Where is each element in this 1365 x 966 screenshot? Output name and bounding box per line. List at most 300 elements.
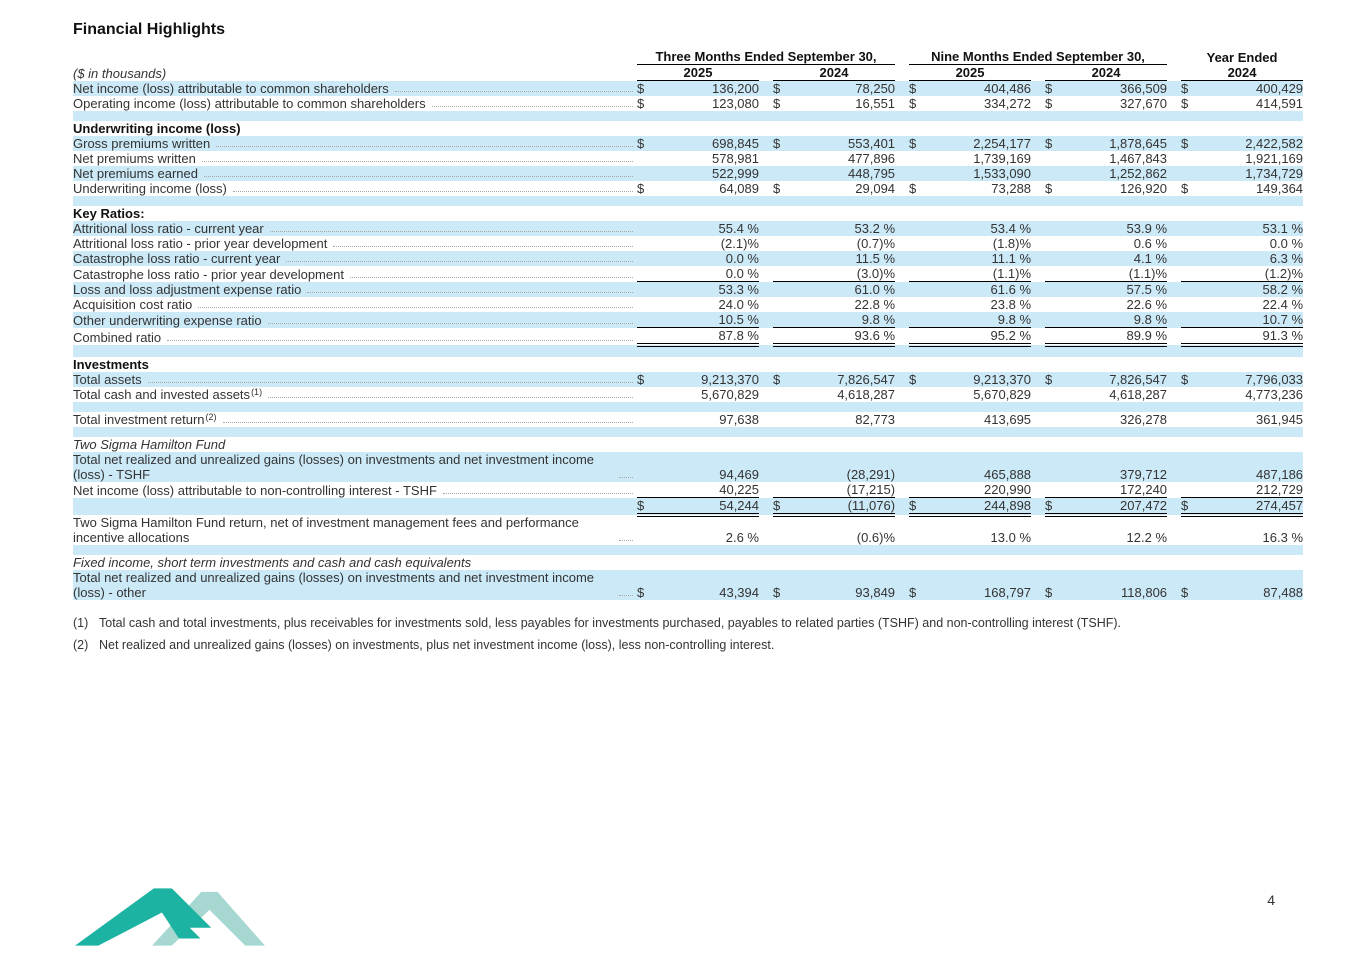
- column-gap: [759, 136, 773, 151]
- row-label-cell: [73, 498, 637, 516]
- value-cell: 522,999: [712, 166, 759, 181]
- value-cell: 9,213,370: [701, 372, 759, 387]
- dollar-sign-cell: [1045, 328, 1075, 346]
- value-cell: 22.8 %: [854, 297, 896, 312]
- spacer-row: [73, 427, 1303, 437]
- table-row: [73, 482, 1303, 498]
- value-cell: 7,826,547: [837, 372, 896, 387]
- dollar-sign-cell: $: [1045, 181, 1053, 196]
- row-label-wrap: [73, 151, 637, 166]
- column-gap: [895, 81, 909, 97]
- dollar-sign-cell: $: [1045, 498, 1075, 516]
- value-cell: 5,670,829: [973, 387, 1032, 402]
- value-cell: 0.0 %: [667, 266, 759, 282]
- dollar-sign-cell: [1181, 452, 1211, 482]
- dollar-sign-cell: [1181, 251, 1211, 266]
- value-cell: 126,920: [1120, 181, 1168, 196]
- column-gap: [895, 49, 909, 65]
- value-cell: 168,797: [984, 585, 1032, 600]
- column-gap: [895, 236, 909, 251]
- dollar-sign-cell: [637, 166, 667, 181]
- table-row: [73, 282, 1303, 298]
- value-cell: 16.3 %: [1262, 530, 1304, 545]
- value-cell: 4,618,287: [837, 387, 896, 402]
- dollar-sign-cell: [909, 151, 939, 166]
- value-cell: 61.6 %: [990, 282, 1032, 297]
- column-gap: [1031, 136, 1045, 151]
- table-body: [73, 81, 1303, 601]
- dotted-leader: [268, 323, 633, 324]
- column-gap: [895, 570, 909, 600]
- row-label-wrap: [73, 136, 637, 151]
- dollar-sign-cell: [1045, 221, 1075, 236]
- row-label: Net income (loss) attributable to non-controlling interest - TSHF: [73, 482, 437, 498]
- row-label: Acquisition cost ratio: [73, 297, 193, 312]
- spacer-cell: [73, 427, 1303, 437]
- value-cell: 4.1 %: [1133, 251, 1168, 266]
- column-gap: [759, 412, 773, 427]
- value-cell: 379,712: [1120, 467, 1168, 482]
- column-gap: [759, 151, 773, 166]
- row-label-wrap: [73, 452, 637, 482]
- dollar-sign-cell: $: [1045, 81, 1053, 96]
- value-cell: (28,291): [846, 467, 896, 482]
- table-row: [73, 266, 1303, 282]
- dollar-sign-cell: $: [1181, 81, 1189, 96]
- section-row: [73, 357, 1303, 372]
- dollar-sign-cell: [637, 236, 667, 251]
- value-cell: 5,670,829: [701, 387, 759, 402]
- value-cell: 414,591: [1256, 96, 1304, 111]
- column-gap: [759, 266, 773, 282]
- column-gap: [1167, 166, 1181, 181]
- table-row: [73, 236, 1303, 251]
- dollar-sign-cell: [637, 312, 667, 328]
- value-cell: 53.1 %: [1262, 221, 1304, 236]
- row-label: Net premiums written: [73, 151, 196, 166]
- column-gap: [1167, 498, 1181, 516]
- row-label-wrap: [73, 387, 637, 402]
- dollar-sign-cell: $: [773, 181, 781, 196]
- section-row: [73, 121, 1303, 136]
- value-cell: 9.8 %: [803, 312, 895, 328]
- column-gap: [895, 412, 909, 427]
- column-gap: [759, 328, 773, 346]
- value-cell: (17,215): [803, 482, 895, 498]
- dollar-sign-cell: [773, 236, 803, 251]
- table-row: [73, 136, 1303, 151]
- dollar-sign-cell: [1181, 297, 1211, 312]
- dollar-sign-cell: [773, 328, 803, 346]
- dollar-sign-cell: [1181, 387, 1211, 402]
- value-cell: 118,806: [1121, 585, 1168, 600]
- dollar-sign-cell: [1181, 151, 1211, 166]
- spacer-cell: [73, 111, 1303, 121]
- row-label: Net premiums earned: [73, 166, 198, 181]
- column-group-header: Three Months Ended September 30,: [637, 49, 895, 65]
- footnote-ref: (1): [251, 387, 263, 397]
- column-gap: [895, 498, 909, 516]
- page-title: Financial Highlights: [73, 21, 226, 38]
- dollar-sign-cell: $: [1181, 498, 1211, 516]
- dollar-sign-cell: $: [1181, 136, 1189, 151]
- column-gap: [759, 452, 773, 482]
- row-label-wrap: [73, 166, 637, 181]
- row-label: Catastrophe loss ratio - current year: [73, 251, 281, 266]
- row-label-cell: [73, 312, 637, 328]
- dollar-sign-cell: $: [1045, 585, 1053, 600]
- column-gap: [759, 166, 773, 181]
- row-label-wrap: [73, 96, 637, 111]
- row-label-wrap: [73, 313, 637, 328]
- column-gap: [1167, 452, 1181, 482]
- column-group-header: Year Ended: [1206, 49, 1278, 65]
- column-gap: [759, 181, 773, 196]
- dollar-sign-cell: [909, 236, 939, 251]
- column-gap: [1167, 372, 1181, 387]
- value-cell: 22.6 %: [1126, 297, 1168, 312]
- dollar-sign-cell: [773, 221, 803, 236]
- value-cell: 220,990: [939, 482, 1031, 498]
- dollar-sign-cell: [1181, 236, 1211, 251]
- row-label-cell: [73, 452, 637, 482]
- row-label-cell: [73, 151, 637, 166]
- value-cell: 24.0 %: [718, 297, 759, 312]
- value-cell: 1,734,729: [1245, 166, 1304, 181]
- dotted-leader: [619, 595, 633, 596]
- dollar-sign-cell: [909, 515, 939, 545]
- value-cell: (1.1)%: [1075, 266, 1167, 282]
- row-label: Catastrophe loss ratio - prior year development: [73, 266, 344, 282]
- dollar-sign-cell: $: [637, 498, 667, 516]
- column-gap: [1167, 251, 1181, 266]
- value-cell: 13.0 %: [990, 530, 1032, 545]
- column-gap: [1167, 49, 1181, 65]
- value-cell: 9,213,370: [973, 372, 1032, 387]
- value-cell: 7,796,033: [1245, 372, 1304, 387]
- column-gap: [759, 251, 773, 266]
- dollar-sign-cell: $: [909, 498, 939, 516]
- value-cell: 78,250: [855, 81, 896, 96]
- value-cell: 4,618,287: [1109, 387, 1168, 402]
- column-group-header: Nine Months Ended September 30,: [909, 49, 1167, 65]
- row-label: Other underwriting expense ratio: [73, 312, 262, 328]
- spacer-row: [73, 111, 1303, 121]
- year-header: 2024: [1045, 65, 1167, 81]
- dotted-leader: [619, 540, 633, 541]
- dotted-leader: [443, 493, 633, 494]
- dollar-sign-cell: $: [773, 498, 803, 516]
- value-cell: 57.5 %: [1126, 282, 1168, 297]
- dotted-leader: [216, 146, 633, 147]
- section-header: Two Sigma Hamilton Fund: [73, 437, 226, 452]
- column-gap: [759, 482, 773, 498]
- row-label-wrap: [73, 483, 637, 498]
- column-gap: [1167, 387, 1181, 402]
- value-cell: 11.1 %: [991, 251, 1032, 266]
- column-gap: [895, 297, 909, 312]
- year-header: 2025: [909, 65, 1031, 81]
- dollar-sign-cell: $: [909, 372, 917, 387]
- footnote: [73, 616, 1365, 630]
- value-cell: 2,254,177: [973, 136, 1032, 151]
- dollar-sign-cell: $: [637, 181, 645, 196]
- column-gap: [759, 81, 773, 97]
- value-cell: 11.5 %: [855, 251, 896, 266]
- table-row: [73, 452, 1303, 482]
- table-row: [73, 96, 1303, 111]
- value-cell: (0.7)%: [856, 236, 896, 251]
- dollar-sign-cell: $: [1181, 96, 1189, 111]
- column-gap: [1031, 282, 1045, 298]
- row-label-cell: [73, 570, 637, 600]
- table-header: [73, 49, 1303, 81]
- table-row: [73, 312, 1303, 328]
- column-gap: [895, 96, 909, 111]
- column-group-row: [73, 49, 1303, 65]
- value-cell: 334,272: [984, 96, 1032, 111]
- spacer-row: [73, 402, 1303, 412]
- dollar-sign-cell: [909, 387, 939, 402]
- dotted-leader: [432, 106, 633, 107]
- row-label-cell: [73, 515, 637, 545]
- value-cell: 43,394: [719, 585, 759, 600]
- row-label-cell: [73, 251, 637, 266]
- value-cell: 22.4 %: [1262, 297, 1304, 312]
- dollar-sign-cell: [1181, 221, 1211, 236]
- row-label: Total investment return: [73, 412, 205, 427]
- column-gap: [895, 282, 909, 298]
- row-label-wrap: [73, 515, 637, 545]
- dollar-sign-cell: [909, 452, 939, 482]
- value-cell: 29,094: [855, 181, 896, 196]
- section-row: [73, 206, 1303, 221]
- dollar-sign-cell: [773, 166, 803, 181]
- header-blank-cell: [73, 49, 637, 65]
- dollar-sign-cell: [1045, 151, 1075, 166]
- row-label-cell: [73, 282, 637, 298]
- value-cell: (1.2)%: [1211, 266, 1303, 282]
- dollar-sign-cell: [773, 297, 803, 312]
- column-gap: [1031, 297, 1045, 312]
- spacer-row: [73, 196, 1303, 206]
- value-cell: 54,244: [667, 498, 759, 516]
- value-cell: 9.8 %: [1075, 312, 1167, 328]
- value-cell: 448,795: [848, 166, 896, 181]
- dollar-sign-cell: [1045, 387, 1075, 402]
- dollar-sign-cell: $: [1045, 96, 1053, 111]
- dollar-sign-cell: [1045, 297, 1075, 312]
- row-label: Gross premiums written: [73, 136, 211, 151]
- footnotes: [73, 616, 1365, 652]
- column-gap: [759, 570, 773, 600]
- dollar-sign-cell: [1181, 328, 1211, 346]
- dotted-leader: [198, 307, 633, 308]
- row-label-wrap: [73, 221, 637, 236]
- dollar-sign-cell: $: [637, 81, 645, 96]
- value-cell: 0.0 %: [1269, 236, 1304, 251]
- dollar-sign-cell: $: [637, 96, 645, 111]
- dollar-sign-cell: $: [637, 585, 645, 600]
- dollar-sign-cell: [637, 221, 667, 236]
- column-gap: [1031, 328, 1045, 346]
- dotted-leader: [619, 477, 633, 478]
- column-gap: [895, 151, 909, 166]
- column-gap: [1031, 81, 1045, 97]
- thousands-note: ($ in thousands): [73, 65, 167, 81]
- column-gap: [759, 372, 773, 387]
- table-row: [73, 570, 1303, 600]
- value-cell: 404,486: [984, 81, 1032, 96]
- dollar-sign-cell: $: [773, 81, 781, 96]
- row-label-cell: [73, 136, 637, 151]
- dollar-sign-cell: [1181, 166, 1211, 181]
- column-gap: [1031, 236, 1045, 251]
- value-cell: 1,533,090: [973, 166, 1032, 181]
- dollar-sign-cell: [1045, 412, 1075, 427]
- dollar-sign-cell: $: [1045, 372, 1053, 387]
- column-gap: [895, 65, 909, 81]
- row-label-wrap: [73, 372, 637, 387]
- dollar-sign-cell: [637, 297, 667, 312]
- column-gap: [1167, 236, 1181, 251]
- row-label-wrap: [73, 330, 637, 345]
- row-label-wrap: [73, 236, 637, 251]
- dollar-sign-cell: [773, 266, 803, 282]
- column-gap: [1167, 328, 1181, 346]
- table-row: [73, 372, 1303, 387]
- value-cell: 97,638: [719, 412, 759, 427]
- column-gap: [1031, 266, 1045, 282]
- row-label-wrap: [73, 81, 637, 96]
- column-gap: [1167, 482, 1181, 498]
- value-cell: 23.8 %: [990, 297, 1032, 312]
- row-label-cell: [73, 236, 637, 251]
- column-gap: [1031, 412, 1045, 427]
- column-gap: [1167, 65, 1181, 81]
- logo-dark-chevron: [75, 888, 211, 945]
- value-cell: 207,472: [1075, 498, 1167, 516]
- year-header: 2025: [637, 65, 759, 81]
- dotted-leader: [286, 261, 633, 262]
- table-row: [73, 151, 1303, 166]
- row-label: Attritional loss ratio - current year: [73, 221, 264, 236]
- table-row: [73, 251, 1303, 266]
- dollar-sign-cell: [1045, 266, 1075, 282]
- value-cell: 698,845: [712, 136, 759, 151]
- dotted-leader: [223, 422, 633, 423]
- dotted-leader: [167, 340, 633, 341]
- column-gap: [1167, 151, 1181, 166]
- column-gap: [895, 387, 909, 402]
- column-gap: [1031, 166, 1045, 181]
- column-gap: [1031, 452, 1045, 482]
- column-gap: [1031, 515, 1045, 545]
- value-cell: 10.7 %: [1211, 312, 1303, 328]
- dollar-sign-cell: [1045, 312, 1075, 328]
- row-label: Two Sigma Hamilton Fund return, net of investment management fees and performance incentive allocations: [73, 515, 579, 545]
- value-cell: 6.3 %: [1269, 251, 1304, 266]
- dollar-sign-cell: [637, 515, 667, 545]
- dollar-sign-cell: [1181, 312, 1211, 328]
- row-label: Attritional loss ratio - prior year development: [73, 236, 328, 251]
- dollar-sign-cell: [909, 312, 939, 328]
- column-gap: [1031, 570, 1045, 600]
- footnote: [73, 638, 1365, 652]
- value-cell: 1,252,862: [1109, 166, 1168, 181]
- value-cell: 87,488: [1263, 585, 1304, 600]
- value-cell: 0.0 %: [725, 251, 759, 266]
- dollar-sign-cell: [637, 412, 667, 427]
- value-cell: 9.8 %: [939, 312, 1031, 328]
- spacer-row: [73, 545, 1303, 555]
- footnote-text: Total cash and total investments, plus receivables for investments sold, less payables for investments purchased, payables to related parties (TSHF) and non-controlling interest (TSHF).: [99, 616, 1122, 630]
- column-gap: [759, 221, 773, 236]
- value-cell: (11,076): [803, 498, 895, 516]
- value-cell: 0.6 %: [1133, 236, 1168, 251]
- dollar-sign-cell: [637, 151, 667, 166]
- section-header: Underwriting income (loss): [73, 121, 241, 136]
- table-row: [73, 166, 1303, 181]
- value-cell: 53.9 %: [1126, 221, 1168, 236]
- dollar-sign-cell: [1181, 515, 1211, 545]
- table-row: [73, 412, 1303, 427]
- column-gap: [1031, 498, 1045, 516]
- value-cell: 2,422,582: [1245, 136, 1304, 151]
- spacer-row: [73, 345, 1303, 357]
- dotted-leader: [350, 277, 633, 278]
- value-cell: 53.2 %: [854, 221, 896, 236]
- dollar-sign-cell: [1045, 236, 1075, 251]
- dollar-sign-cell: [773, 452, 803, 482]
- dollar-sign-cell: $: [1045, 136, 1053, 151]
- column-gap: [759, 96, 773, 111]
- dotted-leader: [202, 161, 633, 162]
- dollar-sign-cell: $: [909, 181, 917, 196]
- dollar-sign-cell: [909, 297, 939, 312]
- value-cell: 553,401: [848, 136, 896, 151]
- dollar-sign-cell: [1045, 482, 1075, 498]
- value-cell: (1.1)%: [939, 266, 1031, 282]
- value-cell: (2.1)%: [720, 236, 759, 251]
- dollar-sign-cell: [1181, 482, 1211, 498]
- column-gap: [759, 498, 773, 516]
- row-label: Total net realized and unrealized gains (losses) on investments and net investment income (loss) - TSHF: [73, 452, 595, 482]
- value-cell: 366,509: [1120, 81, 1168, 96]
- year-header-row: [73, 65, 1303, 81]
- value-cell: 327,670: [1120, 96, 1168, 111]
- dollar-sign-cell: $: [1181, 372, 1189, 387]
- column-gap: [1031, 251, 1045, 266]
- dollar-sign-cell: [909, 328, 939, 346]
- financial-highlights-table: [73, 49, 1303, 600]
- spacer-cell: [73, 345, 1303, 357]
- value-cell: 212,729: [1211, 482, 1303, 498]
- row-label: Combined ratio: [73, 330, 162, 345]
- value-cell: 326,278: [1120, 412, 1168, 427]
- dollar-sign-cell: [909, 282, 939, 298]
- column-gap: [1167, 266, 1181, 282]
- column-gap: [1167, 96, 1181, 111]
- column-gap: [759, 65, 773, 81]
- year-header: 2024: [1181, 65, 1303, 81]
- value-cell: 91.3 %: [1211, 328, 1303, 346]
- dollar-sign-cell: [1181, 412, 1211, 427]
- value-cell: (0.6)%: [856, 530, 896, 545]
- column-gap: [1031, 372, 1045, 387]
- column-gap: [1167, 515, 1181, 545]
- table-row: [73, 81, 1303, 97]
